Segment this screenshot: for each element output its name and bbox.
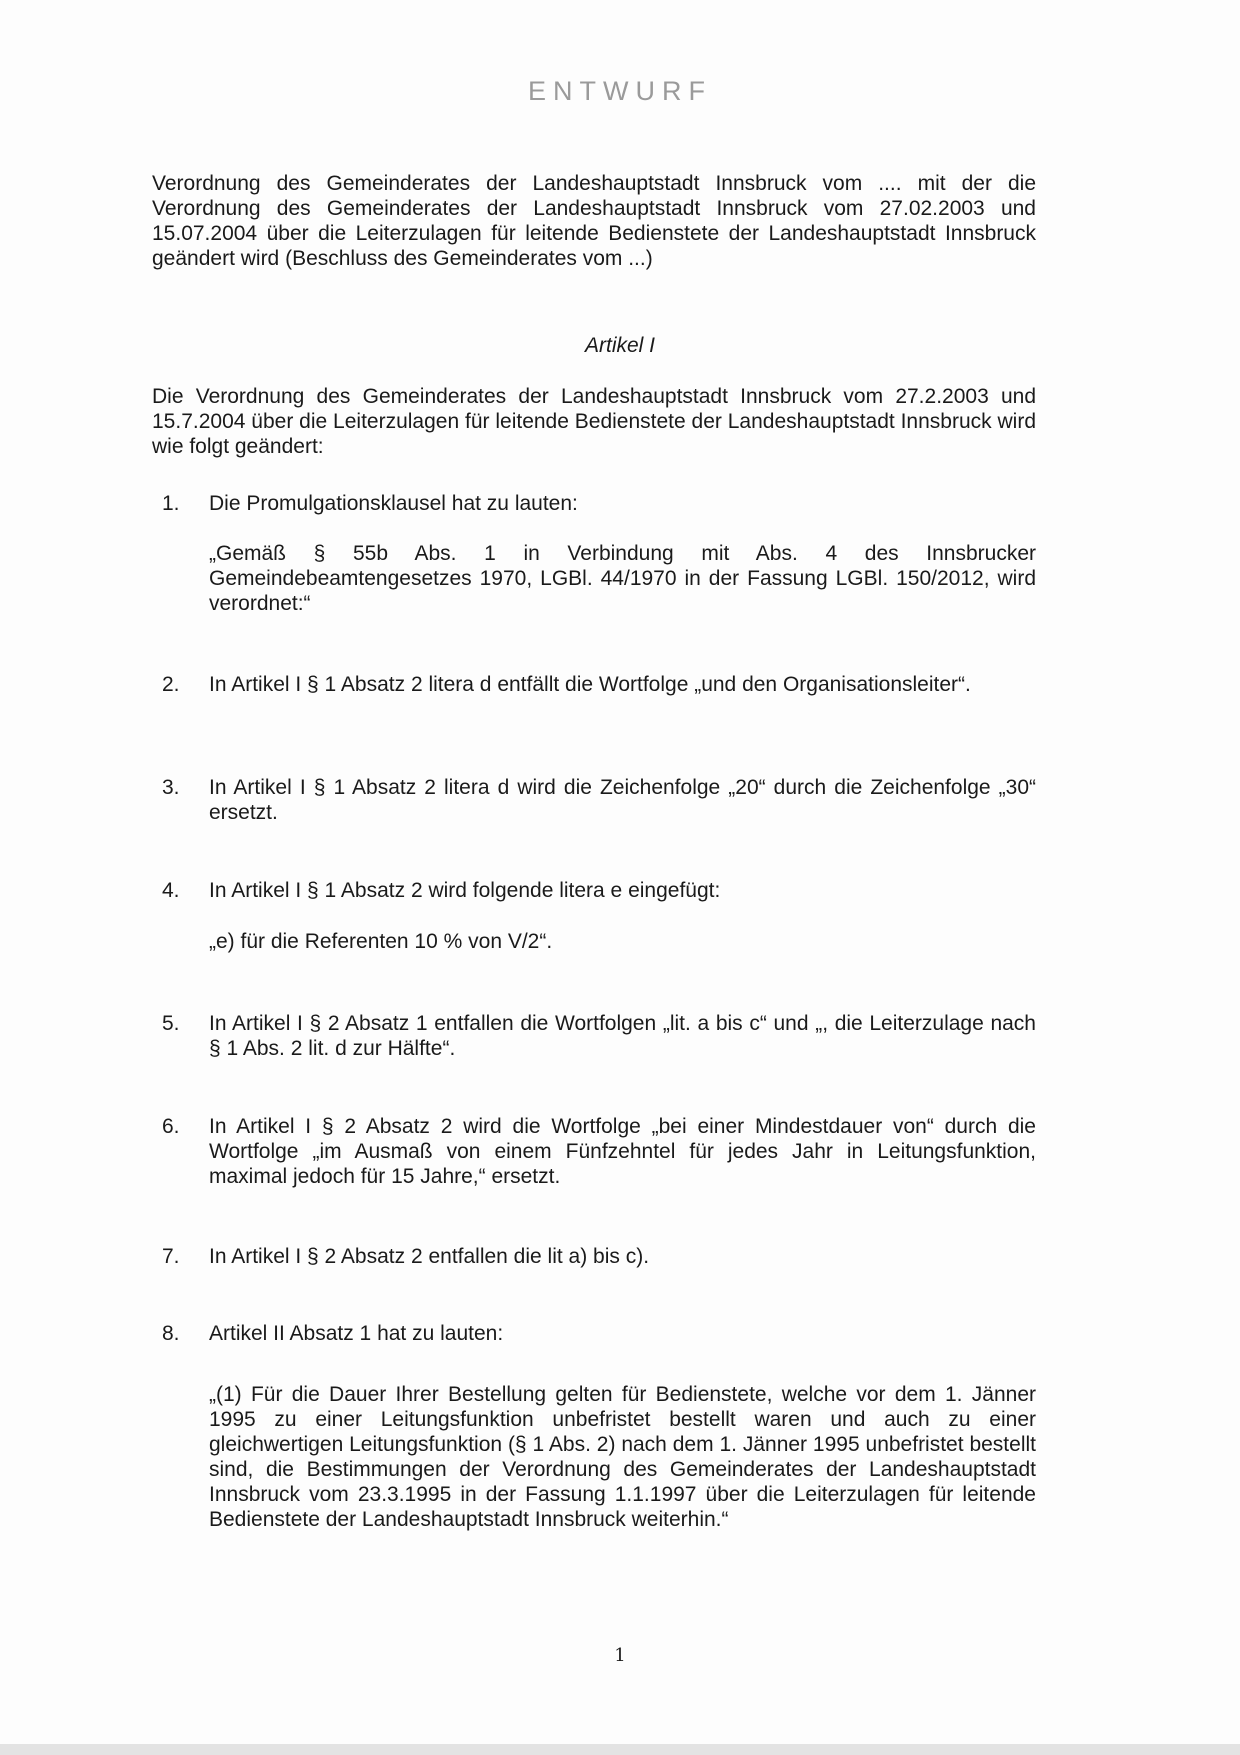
list-item [152, 672, 1036, 697]
item-number: 7. [162, 1245, 180, 1268]
item-text: In Artikel I § 1 Absatz 2 litera d entfällt die Wortfolge „und den Organisationsleiter“. [209, 673, 971, 696]
item-text: In Artikel I § 2 Absatz 2 entfallen die lit a) bis c). [209, 1245, 650, 1268]
item-number: 2. [162, 673, 180, 696]
document-title: Verordnung des Gemeinderates der Landeshauptstadt Innsbruck vom .... mit der die Verordnung des Gemeinderates der Landeshauptstadt Innsbruck vom 27.02.2003 und 15.07.2004 über die Leiterzulagen für leitende Bedienstete der Landeshauptstadt Innsbruck geändert wird (Beschluss des Gemeinderates vom ...) [152, 172, 1036, 270]
list-item [152, 1244, 1036, 1269]
list-item [152, 1011, 1036, 1061]
item-text: In Artikel I § 1 Absatz 2 litera d wird die Zeichenfolge „20“ durch die Zeichenfolge „30“ ersetzt. [209, 776, 1036, 824]
list-item [152, 878, 1036, 903]
list-item [152, 1321, 1036, 1346]
article-ii-quote: „(1) Für die Dauer Ihrer Bestellung gelten für Bedienstete, welche vor dem 1. Jänner 1995 zu einer Leitungsfunktion unbefristet bestellt waren und auch zu einer gleichwertigen Leitungsfunktion (§ 1 Abs. 2) nach dem 1. Jänner 1995 unbefristet bestellt sind, die Bestimmungen der Verordnung des Gemeinderates der Landeshauptstadt Innsbruck vom 23.3.1995 in der Fassung 1.1.1997 über die Leiterzulagen für leitende Bedienstete der Landeshauptstadt Innsbruck weiterhin.“ [209, 1383, 1036, 1531]
item-number: 3. [162, 776, 180, 799]
litera-e-quote: „e) für die Referenten 10 % von V/2“. [209, 930, 553, 953]
list-item [152, 775, 1036, 825]
draft-watermark: ENTWURF [528, 76, 712, 106]
item-text: In Artikel I § 2 Absatz 1 entfallen die Wortfolgen „lit. a bis c“ und „, die Leiterzulage nach § 1 Abs. 2 lit. d zur Hälfte“. [209, 1012, 1036, 1060]
item-text: Die Promulgationsklausel hat zu lauten: [209, 492, 578, 515]
item-number: 8. [162, 1322, 180, 1345]
item-text: In Artikel I § 2 Absatz 2 wird die Wortfolge „bei einer Mindestdauer von“ durch die Wortfolge „im Ausmaß von einem Fünfzehntel für jedes Jahr in Leitungsfunktion, maximal jedoch für 15 Jahre,“ ersetzt. [209, 1115, 1036, 1188]
page-number: 1 [614, 1645, 626, 1666]
list-item [152, 491, 1036, 516]
item-text: Artikel II Absatz 1 hat zu lauten: [209, 1322, 504, 1345]
promulgation-quote: „Gemäß § 55b Abs. 1 in Verbindung mit Abs. 4 des Innsbrucker Gemeindebeamtengesetzes 1970, LGBl. 44/1970 in der Fassung LGBl. 150/2012, wird verordnet:“ [209, 542, 1036, 615]
item-number: 6. [162, 1115, 180, 1138]
scan-edge [0, 1744, 1240, 1755]
item-number: 5. [162, 1012, 180, 1035]
item-text: In Artikel I § 1 Absatz 2 wird folgende litera e eingefügt: [209, 879, 721, 902]
intro-paragraph: Die Verordnung des Gemeinderates der Landeshauptstadt Innsbruck vom 27.2.2003 und 15.7.2004 über die Leiterzulagen für leitende Bedienstete der Landeshauptstadt Innsbruck wird wie folgt geändert: [152, 385, 1036, 458]
item-number: 4. [162, 879, 180, 902]
item-number: 1. [162, 492, 180, 515]
list-item [152, 1114, 1036, 1189]
article-heading: Artikel I [584, 334, 655, 357]
